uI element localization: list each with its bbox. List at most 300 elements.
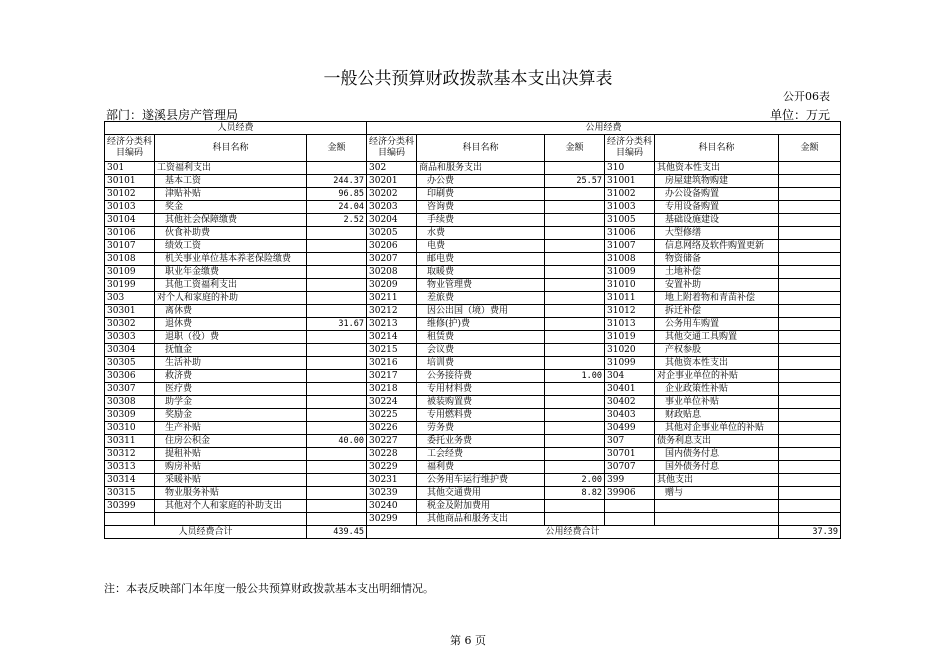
cell-name: 抚恤金 — [155, 344, 307, 357]
cell-name: 其他支出 — [655, 474, 779, 487]
cell-name: 职业年金缴费 — [155, 266, 307, 279]
table-row — [105, 201, 841, 214]
cell-name: 生活补助 — [155, 357, 307, 370]
cell-amount — [779, 357, 841, 370]
cell-amount — [307, 383, 367, 396]
cell-amount — [545, 266, 605, 279]
cell-code: 30312 — [105, 448, 155, 461]
cell-amount — [545, 500, 605, 513]
cell-amount: 2.52 — [307, 214, 367, 227]
cell-code: 30402 — [605, 396, 655, 409]
cell-code: 30103 — [105, 201, 155, 214]
cell-name: 赠与 — [655, 487, 779, 500]
cell-name: 公务用车运行维护费 — [417, 474, 545, 487]
cell-name — [655, 513, 779, 526]
cell-code: 30499 — [605, 422, 655, 435]
cell-name: 绩效工资 — [155, 240, 307, 253]
cell-code: 30308 — [105, 396, 155, 409]
cell-name: 基本工资 — [155, 175, 307, 188]
col-code-header: 经济分类科目编码 — [367, 135, 417, 162]
cell-amount — [545, 214, 605, 227]
cell-amount — [307, 227, 367, 240]
cell-name: 办公设备购置 — [655, 188, 779, 201]
cell-amount — [545, 253, 605, 266]
cell-name: 咨询费 — [417, 201, 545, 214]
cell-amount — [307, 461, 367, 474]
cell-code: 31008 — [605, 253, 655, 266]
cell-code: 31005 — [605, 214, 655, 227]
cell-amount — [307, 500, 367, 513]
cell-name: 其他工资福利支出 — [155, 279, 307, 292]
cell-amount — [779, 227, 841, 240]
cell-name: 其他商品和服务支出 — [417, 513, 545, 526]
cell-code: 30228 — [367, 448, 417, 461]
cell-code: 30239 — [367, 487, 417, 500]
cell-code: 30224 — [367, 396, 417, 409]
cell-code — [605, 513, 655, 526]
cell-code: 30314 — [105, 474, 155, 487]
cell-code: 30301 — [105, 305, 155, 318]
table-row — [105, 513, 841, 526]
cell-amount — [779, 318, 841, 331]
cell-code: 30403 — [605, 409, 655, 422]
cell-name: 购房补贴 — [155, 461, 307, 474]
cell-amount — [545, 305, 605, 318]
cell-amount — [307, 266, 367, 279]
table-row — [105, 253, 841, 266]
table-row — [105, 318, 841, 331]
cell-name: 办公费 — [417, 175, 545, 188]
cell-name: 租赁费 — [417, 331, 545, 344]
cell-amount — [545, 409, 605, 422]
cell-amount — [545, 461, 605, 474]
cell-amount — [545, 318, 605, 331]
table-row — [105, 357, 841, 370]
cell-amount — [779, 370, 841, 383]
cell-amount — [545, 227, 605, 240]
cell-code: 30202 — [367, 188, 417, 201]
cell-amount — [545, 396, 605, 409]
cell-code: 30307 — [105, 383, 155, 396]
cell-code: 30108 — [105, 253, 155, 266]
cell-name: 专用燃料费 — [417, 409, 545, 422]
cell-amount — [307, 240, 367, 253]
page-number: 第 6 页 — [450, 634, 486, 647]
cell-amount — [545, 435, 605, 448]
cell-amount — [779, 331, 841, 344]
cell-code: 30101 — [105, 175, 155, 188]
cell-name: 拆迁补偿 — [655, 305, 779, 318]
cell-name: 基础设施建设 — [655, 214, 779, 227]
cell-amount — [307, 513, 367, 526]
table-row — [105, 162, 841, 175]
cell-code: 39906 — [605, 487, 655, 500]
cell-name: 采暖补贴 — [155, 474, 307, 487]
cell-amount — [545, 344, 605, 357]
cell-code: 30209 — [367, 279, 417, 292]
cell-name: 住房公积金 — [155, 435, 307, 448]
cell-code: 30204 — [367, 214, 417, 227]
cell-code: 30214 — [367, 331, 417, 344]
cell-code: 30107 — [105, 240, 155, 253]
cell-code: 31007 — [605, 240, 655, 253]
table-row — [105, 461, 841, 474]
cell-code: 30227 — [367, 435, 417, 448]
cell-name: 被装购置费 — [417, 396, 545, 409]
cell-name: 生产补贴 — [155, 422, 307, 435]
cell-name: 手续费 — [417, 214, 545, 227]
cell-code: 30213 — [367, 318, 417, 331]
cell-code: 31009 — [605, 266, 655, 279]
cell-code: 30401 — [605, 383, 655, 396]
cell-amount — [545, 279, 605, 292]
cell-code: 31019 — [605, 331, 655, 344]
cell-name: 土地补偿 — [655, 266, 779, 279]
col-amount-header: 金额 — [545, 135, 605, 162]
table-row — [105, 344, 841, 357]
form-code: 公开06表 — [783, 90, 830, 103]
cell-name: 差旅费 — [417, 292, 545, 305]
cell-code: 30106 — [105, 227, 155, 240]
cell-amount — [307, 305, 367, 318]
cell-code: 30701 — [605, 448, 655, 461]
cell-code: 30203 — [367, 201, 417, 214]
cell-amount — [307, 487, 367, 500]
cell-name: 助学金 — [155, 396, 307, 409]
cell-name: 物业管理费 — [417, 279, 545, 292]
cell-code: 30199 — [105, 279, 155, 292]
cell-amount — [545, 357, 605, 370]
col-name-header: 科目名称 — [155, 135, 307, 162]
cell-name: 其他交通费用 — [417, 487, 545, 500]
cell-name: 物业服务补贴 — [155, 487, 307, 500]
cell-amount: 40.00 — [307, 435, 367, 448]
cell-code: 30304 — [105, 344, 155, 357]
table-row — [105, 292, 841, 305]
table-row — [105, 188, 841, 201]
cell-name: 提租补贴 — [155, 448, 307, 461]
cell-name: 机关事业单位基本养老保险缴费 — [155, 253, 307, 266]
cell-name: 工资福利支出 — [155, 162, 307, 175]
cell-name: 其他资本性支出 — [655, 162, 779, 175]
cell-name: 专用材料费 — [417, 383, 545, 396]
cell-code: 30310 — [105, 422, 155, 435]
cell-amount — [307, 357, 367, 370]
cell-code: 30201 — [367, 175, 417, 188]
cell-code — [605, 500, 655, 513]
table-row — [105, 175, 841, 188]
cell-amount — [545, 201, 605, 214]
cell-code: 30229 — [367, 461, 417, 474]
cell-code: 31099 — [605, 357, 655, 370]
cell-amount — [545, 188, 605, 201]
cell-code: 30212 — [367, 305, 417, 318]
cell-name: 其他对企事业单位的补贴 — [655, 422, 779, 435]
cell-name: 维修(护)费 — [417, 318, 545, 331]
cell-code: 30211 — [367, 292, 417, 305]
table-row — [105, 409, 841, 422]
cell-code: 30218 — [367, 383, 417, 396]
cell-name: 邮电费 — [417, 253, 545, 266]
cell-amount — [779, 214, 841, 227]
cell-amount — [545, 331, 605, 344]
unit-label: 单位：万元 — [769, 108, 830, 122]
cell-name: 税金及附加费用 — [417, 500, 545, 513]
cell-amount — [779, 240, 841, 253]
cell-name: 印刷费 — [417, 188, 545, 201]
cell-amount: 96.85 — [307, 188, 367, 201]
cell-code: 30104 — [105, 214, 155, 227]
cell-name: 公务接待费 — [417, 370, 545, 383]
cell-amount — [779, 513, 841, 526]
public-total-value: 37.39 — [779, 526, 841, 539]
col-amount-header: 金额 — [307, 135, 367, 162]
cell-code: 30309 — [105, 409, 155, 422]
cell-amount — [545, 162, 605, 175]
table-row — [105, 396, 841, 409]
cell-amount — [545, 448, 605, 461]
table-row — [105, 331, 841, 344]
department-label: 部门：遂溪县房产管理局 — [106, 108, 239, 122]
cell-code: 302 — [367, 162, 417, 175]
cell-name: 其他交通工具购置 — [655, 331, 779, 344]
cell-code: 303 — [105, 292, 155, 305]
cell-code: 31002 — [605, 188, 655, 201]
cell-name: 津贴补贴 — [155, 188, 307, 201]
table-row — [105, 487, 841, 500]
cell-amount: 24.04 — [307, 201, 367, 214]
cell-name: 救济费 — [155, 370, 307, 383]
cell-code: 31020 — [605, 344, 655, 357]
cell-amount: 8.82 — [545, 487, 605, 500]
table-row — [105, 266, 841, 279]
cell-amount — [307, 409, 367, 422]
cell-code: 30217 — [367, 370, 417, 383]
cell-amount: 244.37 — [307, 175, 367, 188]
cell-name: 奖金 — [155, 201, 307, 214]
cell-name: 退职（役）费 — [155, 331, 307, 344]
cell-name: 债务利息支出 — [655, 435, 779, 448]
table-row — [105, 435, 841, 448]
cell-code: 30707 — [605, 461, 655, 474]
cell-amount — [779, 396, 841, 409]
cell-code: 31001 — [605, 175, 655, 188]
cell-name: 商品和服务支出 — [417, 162, 545, 175]
cell-code: 31010 — [605, 279, 655, 292]
cell-name: 安置补助 — [655, 279, 779, 292]
cell-amount — [545, 292, 605, 305]
cell-code: 31003 — [605, 201, 655, 214]
cell-amount — [545, 383, 605, 396]
cell-amount — [779, 435, 841, 448]
cell-name: 退休费 — [155, 318, 307, 331]
cell-name — [155, 513, 307, 526]
cell-code: 30305 — [105, 357, 155, 370]
cell-name: 财政贴息 — [655, 409, 779, 422]
cell-code: 30315 — [105, 487, 155, 500]
cell-amount — [779, 487, 841, 500]
table-row — [105, 227, 841, 240]
cell-code: 30313 — [105, 461, 155, 474]
cell-name: 取暖费 — [417, 266, 545, 279]
cell-amount — [779, 188, 841, 201]
cell-amount — [307, 344, 367, 357]
cell-amount — [307, 331, 367, 344]
cell-name: 离休费 — [155, 305, 307, 318]
personnel-header: 人员经费 — [105, 122, 367, 135]
cell-name: 工会经费 — [417, 448, 545, 461]
cell-amount — [779, 253, 841, 266]
public-total-label: 公用经费合计 — [367, 526, 779, 539]
cell-name: 地上附着物和青苗补偿 — [655, 292, 779, 305]
cell-amount — [779, 344, 841, 357]
cell-amount: 25.57 — [545, 175, 605, 188]
cell-amount — [307, 279, 367, 292]
cell-amount — [779, 305, 841, 318]
cell-code: 30299 — [367, 513, 417, 526]
cell-name: 因公出国（境）费用 — [417, 305, 545, 318]
cell-amount — [307, 422, 367, 435]
cell-amount — [307, 370, 367, 383]
personnel-total-value: 439.45 — [307, 526, 367, 539]
cell-code: 30109 — [105, 266, 155, 279]
cell-name: 会议费 — [417, 344, 545, 357]
table-row — [105, 383, 841, 396]
cell-amount — [545, 240, 605, 253]
cell-amount — [307, 292, 367, 305]
cell-name: 电费 — [417, 240, 545, 253]
cell-code: 31012 — [605, 305, 655, 318]
cell-amount — [779, 474, 841, 487]
cell-amount — [779, 162, 841, 175]
table-row — [105, 214, 841, 227]
cell-name: 信息网络及软件购置更新 — [655, 240, 779, 253]
cell-code: 30102 — [105, 188, 155, 201]
cell-name: 劳务费 — [417, 422, 545, 435]
cell-amount — [779, 383, 841, 396]
cell-amount — [307, 448, 367, 461]
cell-name: 大型修缮 — [655, 227, 779, 240]
cell-code: 30207 — [367, 253, 417, 266]
cell-code: 307 — [605, 435, 655, 448]
expenditure-table — [104, 121, 841, 539]
table-row — [105, 448, 841, 461]
table-row — [105, 500, 841, 513]
cell-name: 其他社会保障缴费 — [155, 214, 307, 227]
report-title: 一般公共预算财政拨款基本支出决算表 — [323, 69, 613, 89]
cell-name: 医疗费 — [155, 383, 307, 396]
cell-amount — [779, 292, 841, 305]
col-code-header: 经济分类科目编码 — [105, 135, 155, 162]
cell-code: 301 — [105, 162, 155, 175]
personnel-total-label: 人员经费合计 — [105, 526, 307, 539]
table-row — [105, 422, 841, 435]
cell-name: 产权参股 — [655, 344, 779, 357]
cell-code: 30206 — [367, 240, 417, 253]
cell-code: 30215 — [367, 344, 417, 357]
cell-amount — [545, 513, 605, 526]
col-amount-header: 金额 — [779, 135, 841, 162]
public-header: 公用经费 — [367, 122, 841, 135]
cell-name: 水费 — [417, 227, 545, 240]
cell-code: 30399 — [105, 500, 155, 513]
cell-name: 专用设备购置 — [655, 201, 779, 214]
cell-amount: 2.00 — [545, 474, 605, 487]
cell-code: 30306 — [105, 370, 155, 383]
cell-code: 304 — [605, 370, 655, 383]
cell-code: 30240 — [367, 500, 417, 513]
cell-code: 30226 — [367, 422, 417, 435]
cell-amount — [779, 422, 841, 435]
cell-name: 其他对个人和家庭的补助支出 — [155, 500, 307, 513]
cell-name: 对企事业单位的补贴 — [655, 370, 779, 383]
cell-amount: 1.00 — [545, 370, 605, 383]
cell-name: 培训费 — [417, 357, 545, 370]
cell-amount — [545, 422, 605, 435]
cell-amount — [779, 266, 841, 279]
cell-name: 事业单位补贴 — [655, 396, 779, 409]
table-row — [105, 279, 841, 292]
cell-code: 31011 — [605, 292, 655, 305]
cell-code: 399 — [605, 474, 655, 487]
cell-code: 30205 — [367, 227, 417, 240]
cell-amount — [779, 409, 841, 422]
cell-code: 30225 — [367, 409, 417, 422]
cell-name: 公务用车购置 — [655, 318, 779, 331]
table-row — [105, 474, 841, 487]
col-name-header: 科目名称 — [655, 135, 779, 162]
cell-name: 国内债务付息 — [655, 448, 779, 461]
cell-code: 30302 — [105, 318, 155, 331]
cell-amount — [779, 279, 841, 292]
cell-name: 对个人和家庭的补助 — [155, 292, 307, 305]
col-name-header: 科目名称 — [417, 135, 545, 162]
cell-amount — [307, 162, 367, 175]
cell-name: 奖励金 — [155, 409, 307, 422]
cell-code: 30311 — [105, 435, 155, 448]
cell-name: 委托业务费 — [417, 435, 545, 448]
cell-name: 福利费 — [417, 461, 545, 474]
cell-amount — [779, 461, 841, 474]
table-row — [105, 370, 841, 383]
cell-code: 30231 — [367, 474, 417, 487]
cell-amount — [779, 448, 841, 461]
table-row — [105, 305, 841, 318]
cell-name: 伙食补助费 — [155, 227, 307, 240]
cell-name — [655, 500, 779, 513]
cell-name: 房屋建筑物购建 — [655, 175, 779, 188]
cell-amount — [307, 474, 367, 487]
cell-amount — [779, 201, 841, 214]
cell-code: 31006 — [605, 227, 655, 240]
col-code-header: 经济分类科目编码 — [605, 135, 655, 162]
footnote: 注：本表反映部门本年度一般公共预算财政拨款基本支出明细情况。 — [104, 582, 434, 595]
cell-name: 其他资本性支出 — [655, 357, 779, 370]
cell-amount — [307, 396, 367, 409]
cell-code: 30216 — [367, 357, 417, 370]
cell-amount — [779, 500, 841, 513]
cell-name: 国外债务付息 — [655, 461, 779, 474]
cell-code: 30208 — [367, 266, 417, 279]
table-row — [105, 240, 841, 253]
cell-amount — [779, 175, 841, 188]
cell-code: 310 — [605, 162, 655, 175]
cell-code — [105, 513, 155, 526]
cell-amount: 31.67 — [307, 318, 367, 331]
cell-code: 31013 — [605, 318, 655, 331]
cell-name: 企业政策性补贴 — [655, 383, 779, 396]
cell-code: 30303 — [105, 331, 155, 344]
